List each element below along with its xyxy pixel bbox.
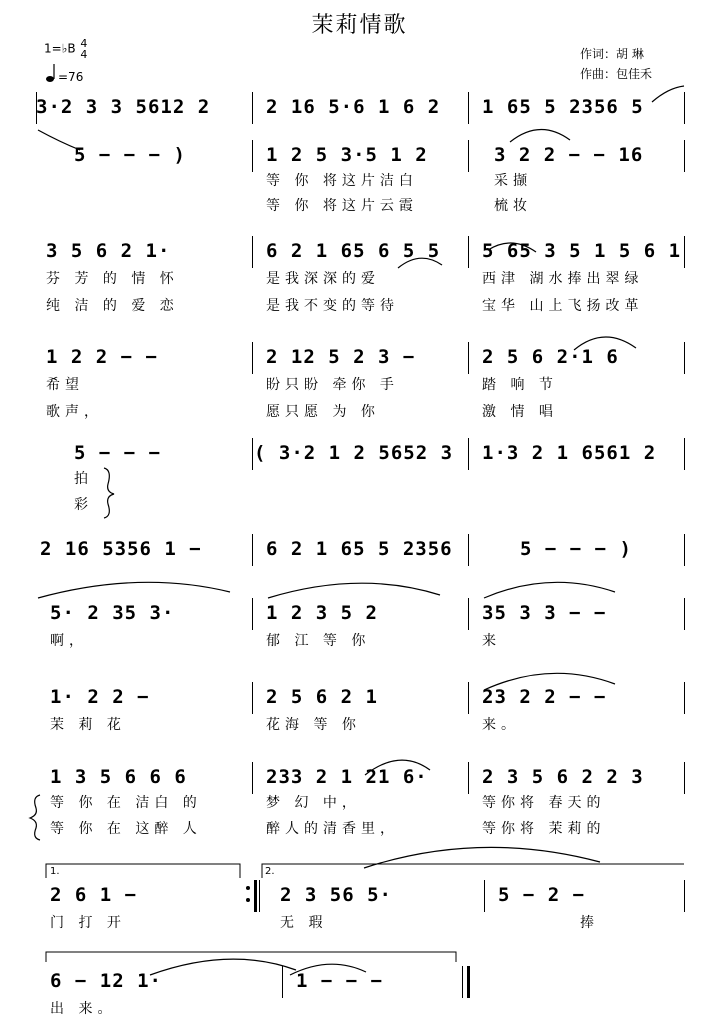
barline — [484, 880, 485, 912]
measure: 2 16 5356 1 − — [40, 538, 202, 560]
barline — [252, 438, 253, 470]
measure: 2 5 6 2 1 — [266, 686, 378, 708]
measure: 3·2 3 3 5612 2 — [36, 96, 211, 118]
barline — [252, 92, 253, 124]
lyric-line-1: 芬 芳 的 情 怀 — [46, 271, 179, 287]
measure: 1 3 5 6 6 6 — [50, 766, 187, 788]
measure: 35 3 3 − − — [482, 602, 607, 624]
measure: 2 5 6 2·1 6 — [482, 346, 619, 368]
measure: 6 − 12 1· — [50, 970, 162, 992]
barline — [468, 140, 469, 172]
lyricist-credit: 作词：胡 琳 — [580, 47, 644, 61]
final-barline-thick — [467, 966, 470, 998]
lyric-line-2: 激 情 唱 — [482, 404, 558, 420]
repeat-dots — [246, 886, 250, 902]
barline — [252, 682, 253, 714]
lyric-line-1: 门 打 开 — [50, 915, 126, 931]
lyric-line-1: 来。 — [482, 717, 520, 733]
composer-credit: 作曲：包佳禾 — [580, 67, 653, 81]
lyric-line-2: 等你将 茉莉的 — [482, 821, 606, 837]
measure: 233 2 1 21 6· — [266, 766, 428, 788]
measure: 2 12 5 2 3 − — [266, 346, 416, 368]
measure: 2 16 5·6 1 6 2 — [266, 96, 441, 118]
measure: 5 − − − ) — [74, 144, 186, 166]
lyric-line-2: 歌声， — [46, 404, 103, 420]
lyric-line-2: 是我不变的等待 — [266, 298, 399, 314]
lyric-line-2: 醉人的清香里， — [266, 821, 399, 837]
measure: 5 − − − ) — [520, 538, 632, 560]
measure: 1 2 2 − − — [46, 346, 158, 368]
measure: 2 3 56 5· — [280, 884, 392, 906]
barline — [468, 92, 469, 124]
lyric-line-1: 采撷 — [494, 173, 532, 189]
repeat-barline — [254, 880, 257, 912]
lyric-line-1: 郁 江 等 你 — [266, 633, 371, 649]
measure: 1· 2 2 − — [50, 686, 150, 708]
measure: 3 5 6 2 1· — [46, 240, 171, 262]
measure: 1 2 3 5 2 — [266, 602, 378, 624]
lyric-line-2: 纯 洁 的 爱 恋 — [46, 298, 179, 314]
barline — [252, 598, 253, 630]
barline — [684, 140, 685, 172]
barline — [468, 534, 469, 566]
barline — [468, 236, 469, 268]
key-text: 1=♭B — [44, 41, 76, 56]
lyric-line-2: 梳妆 — [494, 198, 532, 214]
lyric-line-1: 希望 — [46, 377, 84, 393]
barline — [684, 762, 685, 794]
barline — [684, 534, 685, 566]
volta-2-label: 2. — [265, 866, 275, 877]
measure: 5 65 3 5 1 5 6 1 — [482, 240, 682, 262]
measure: 1 − − − — [296, 970, 384, 992]
lyric-line-1: 出 来。 — [50, 1001, 117, 1017]
barline — [684, 880, 685, 912]
measure: 23 2 2 − − — [482, 686, 607, 708]
barline — [468, 762, 469, 794]
barline — [684, 598, 685, 630]
measure: 6 2 1 65 6 5 5 — [266, 240, 441, 262]
measure: ( 3·2 1 2 5652 3 — [254, 442, 454, 464]
barline — [684, 682, 685, 714]
tempo-marking: =76 — [58, 70, 84, 84]
barline — [252, 534, 253, 566]
barline — [252, 762, 253, 794]
lyric-line-1: 茉 莉 花 — [50, 717, 126, 733]
barline — [684, 438, 685, 470]
slur-marks — [38, 86, 684, 975]
lyric-line-1: 是我深深的爱 — [266, 271, 380, 287]
lyric-line-2: 等 你 将这片云霞 — [266, 198, 418, 214]
measure: 5· 2 35 3· — [50, 602, 175, 624]
barline — [252, 236, 253, 268]
lyric-line-1: 花海 等 你 — [266, 717, 361, 733]
lyric-line-2: 愿只愿 为 你 — [266, 404, 380, 420]
measure: 1·3 2 1 6561 2 — [482, 442, 657, 464]
lyric-line-2: 宝华 山上飞扬改革 — [482, 298, 644, 314]
lyric-line-1: 拍 — [74, 471, 93, 487]
credits — [580, 44, 652, 84]
barline — [468, 342, 469, 374]
final-barline-thin — [462, 966, 463, 998]
quarter-note-icon — [46, 64, 54, 82]
barline — [468, 598, 469, 630]
repeat-barline-thin — [259, 880, 260, 912]
measure: 2 6 1 − — [50, 884, 138, 906]
barline — [468, 682, 469, 714]
lyric-line-1: 西津 湖水捧出翠绿 — [482, 271, 644, 287]
measure: 1 65 5 2356 5 — [482, 96, 644, 118]
lyric-line-1: 盼只盼 牵你 手 — [266, 377, 399, 393]
lyric-line-1: 梦 幻 中， — [266, 795, 361, 811]
lyric-line-2: 等 你 在 这醉 人 — [50, 821, 202, 837]
measure: 6 2 1 65 5 2356 — [266, 538, 453, 560]
volta-1-label: 1. — [50, 866, 60, 877]
lyric-line-1: 捧 — [580, 915, 599, 931]
barline — [684, 92, 685, 124]
barline — [252, 140, 253, 172]
barline — [282, 966, 283, 998]
barline — [252, 342, 253, 374]
lyric-line-1: 等 你 在 洁白 的 — [50, 795, 202, 811]
barline — [684, 342, 685, 374]
lyric-line-1: 等你将 春天的 — [482, 795, 606, 811]
barline — [468, 438, 469, 470]
barline — [684, 236, 685, 268]
lyric-line-1: 来 — [482, 633, 501, 649]
time-top: 4 — [80, 37, 88, 50]
lyric-line-1: 啊， — [50, 633, 88, 649]
lyric-line-1: 踏 响 节 — [482, 377, 558, 393]
measure: 2 3 5 6 2 2 3 — [482, 766, 644, 788]
measure: 5 − 2 − — [498, 884, 586, 906]
lyric-line-1: 等 你 将这片洁白 — [266, 173, 418, 189]
song-title: 茉莉情歌 — [311, 13, 408, 38]
measure: 5 − − − — [74, 442, 162, 464]
time-bottom: 4 — [80, 48, 88, 61]
barline — [36, 92, 37, 124]
measure: 3 2 2 − − 16 — [494, 144, 644, 166]
lyric-line-2: 彩 — [74, 497, 93, 513]
lyric-line-1: 无 瑕 — [280, 915, 328, 931]
measure: 1 2 5 3·5 1 2 — [266, 144, 428, 166]
